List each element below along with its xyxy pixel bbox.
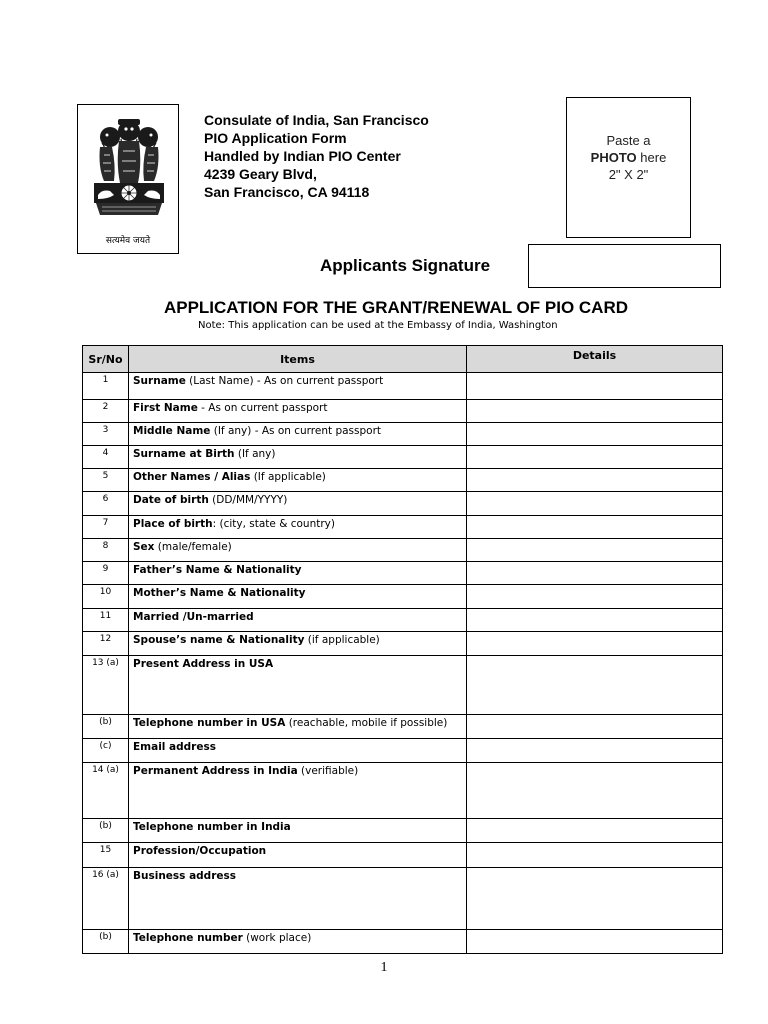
header-line-3: Handled by Indian PIO Center [204, 148, 401, 164]
row-sr-no: 10 [83, 585, 129, 609]
table-row [83, 423, 723, 446]
row-item-label [129, 516, 467, 539]
row-item-bold: Telephone number in USA [133, 717, 286, 729]
table-row [83, 763, 723, 819]
table-body [83, 373, 723, 954]
row-item-rest: : (city, state & country) [212, 518, 335, 530]
emblem-motto: सत्यमेव जयते [105, 236, 151, 246]
row-details-field[interactable] [467, 446, 723, 469]
row-details-field[interactable] [467, 400, 723, 423]
signature-box[interactable] [528, 244, 721, 288]
row-sr-no: 3 [83, 423, 129, 446]
row-item-label [129, 539, 467, 562]
row-sr-no: 9 [83, 562, 129, 585]
row-item-rest: (reachable, mobile if possible) [285, 717, 448, 729]
table-row [83, 715, 723, 739]
row-item-bold: Surname at Birth [133, 448, 235, 460]
row-item-rest: (If any) - As on current passport [210, 425, 382, 437]
table-row [83, 373, 723, 400]
header-line-1: Consulate of India, San Francisco [204, 112, 429, 128]
row-item-bold: Present Address in USA [133, 658, 274, 670]
row-sr-no: 15 [83, 843, 129, 868]
header-items: Items [129, 346, 467, 373]
row-item-rest: (if applicable) [304, 634, 380, 646]
row-sr-no: (b) [83, 930, 129, 954]
table-row [83, 739, 723, 763]
row-item-label [129, 715, 467, 739]
row-item-bold: Permanent Address in India [133, 765, 298, 777]
row-sr-no: (c) [83, 739, 129, 763]
row-details-field[interactable] [467, 373, 723, 400]
row-item-bold: Business address [133, 870, 236, 882]
row-item-label [129, 446, 467, 469]
header-line-5: San Francisco, CA 94118 [204, 184, 370, 200]
row-item-bold: Mother’s Name & Nationality [133, 587, 306, 599]
row-details-field[interactable] [467, 656, 723, 715]
table-row [83, 609, 723, 632]
national-emblem-icon [88, 111, 170, 231]
row-item-bold: Spouse’s name & Nationality [133, 634, 305, 646]
row-item-rest: (male/female) [154, 541, 232, 553]
row-item-bold: Surname [133, 375, 186, 387]
row-item-label [129, 609, 467, 632]
table-row [83, 400, 723, 423]
page-title: APPLICATION FOR THE GRANT/RENEWAL OF PIO CARD [163, 298, 629, 317]
photo-box-line-2 [567, 149, 690, 166]
row-sr-no: 7 [83, 516, 129, 539]
row-details-field[interactable] [467, 585, 723, 609]
table-row [83, 930, 723, 954]
row-sr-no: 8 [83, 539, 129, 562]
row-item-label [129, 562, 467, 585]
row-item-bold: Place of birth [133, 518, 213, 530]
row-sr-no: 13 (a) [83, 656, 129, 715]
header-line-2: PIO Application Form [204, 130, 347, 146]
header-details: Details [467, 346, 723, 373]
row-sr-no: 6 [83, 492, 129, 516]
row-details-field[interactable] [467, 843, 723, 868]
row-item-bold: Date of birth [133, 494, 209, 506]
row-item-bold: Telephone number [133, 932, 243, 944]
row-details-field[interactable] [467, 819, 723, 843]
row-sr-no: 1 [83, 373, 129, 400]
table-row [83, 819, 723, 843]
row-item-label [129, 492, 467, 516]
row-item-label [129, 423, 467, 446]
row-details-field[interactable] [467, 492, 723, 516]
row-item-rest: (If any) [234, 448, 276, 460]
row-sr-no: 11 [83, 609, 129, 632]
row-sr-no: 16 (a) [83, 868, 129, 930]
row-sr-no: 5 [83, 469, 129, 492]
table-row [83, 469, 723, 492]
header-sr-no: Sr/No [83, 346, 129, 373]
row-item-label [129, 739, 467, 763]
row-details-field[interactable] [467, 763, 723, 819]
photo-box-line-1: Paste a [606, 133, 651, 148]
row-sr-no: (b) [83, 715, 129, 739]
row-details-field[interactable] [467, 930, 723, 954]
row-details-field[interactable] [467, 423, 723, 446]
row-item-label [129, 400, 467, 423]
row-item-label [129, 819, 467, 843]
table-row [83, 562, 723, 585]
row-item-label [129, 868, 467, 930]
row-item-bold: Sex [133, 541, 155, 553]
row-item-label [129, 763, 467, 819]
row-item-bold: Married /Un-married [133, 611, 254, 623]
table-row [83, 492, 723, 516]
row-sr-no: 14 (a) [83, 763, 129, 819]
consulate-header [204, 111, 429, 201]
row-details-field[interactable] [467, 868, 723, 930]
row-item-bold: Other Names / Alias [133, 471, 251, 483]
table-header-row [83, 346, 723, 373]
row-details-field[interactable] [467, 715, 723, 739]
row-sr-no: (b) [83, 819, 129, 843]
table-row [83, 843, 723, 868]
row-item-bold: Telephone number in India [133, 821, 291, 833]
row-details-field[interactable] [467, 539, 723, 562]
row-item-rest: (Last Name) - As on current passport [185, 375, 384, 387]
row-item-bold: Middle Name [133, 425, 211, 437]
row-item-rest: (work place) [242, 932, 312, 944]
photo-box-here-word: here [636, 150, 667, 165]
photo-box[interactable] [566, 97, 691, 238]
row-sr-no: 12 [83, 632, 129, 656]
table-row [83, 539, 723, 562]
application-note: Note: This application can be used at the Embassy of India, Washington [198, 320, 558, 331]
row-item-label [129, 656, 467, 715]
table-row [83, 632, 723, 656]
row-sr-no: 4 [83, 446, 129, 469]
row-item-label [129, 585, 467, 609]
row-details-field[interactable] [467, 739, 723, 763]
table-row [83, 585, 723, 609]
row-details-field[interactable] [467, 516, 723, 539]
application-table [82, 345, 723, 954]
page-number: 1 [380, 960, 388, 975]
row-item-label [129, 843, 467, 868]
row-item-bold: First Name [133, 402, 198, 414]
row-item-rest: - As on current passport [197, 402, 328, 414]
row-item-label [129, 373, 467, 400]
header-line-4: 4239 Geary Blvd, [204, 166, 317, 182]
signature-label: Applicants Signature [320, 256, 491, 275]
row-item-rest: (verifiable) [297, 765, 359, 777]
row-item-bold: Father’s Name & Nationality [133, 564, 302, 576]
row-details-field[interactable] [467, 469, 723, 492]
row-item-bold: Profession/Occupation [133, 845, 267, 857]
table-row [83, 868, 723, 930]
table-row [83, 446, 723, 469]
row-details-field[interactable] [467, 609, 723, 632]
row-item-rest: (DD/MM/YYYY) [208, 494, 288, 506]
table-row [83, 516, 723, 539]
row-item-label [129, 469, 467, 492]
row-sr-no: 2 [83, 400, 129, 423]
row-item-label [129, 930, 467, 954]
photo-box-photo-word: PHOTO [590, 150, 637, 165]
row-item-rest: (If applicable) [250, 471, 326, 483]
row-item-bold: Email address [133, 741, 216, 753]
photo-box-line-3: 2" X 2" [608, 167, 649, 182]
national-emblem [77, 104, 179, 254]
row-details-field[interactable] [467, 632, 723, 656]
table-row [83, 656, 723, 715]
row-item-label [129, 632, 467, 656]
row-details-field[interactable] [467, 562, 723, 585]
